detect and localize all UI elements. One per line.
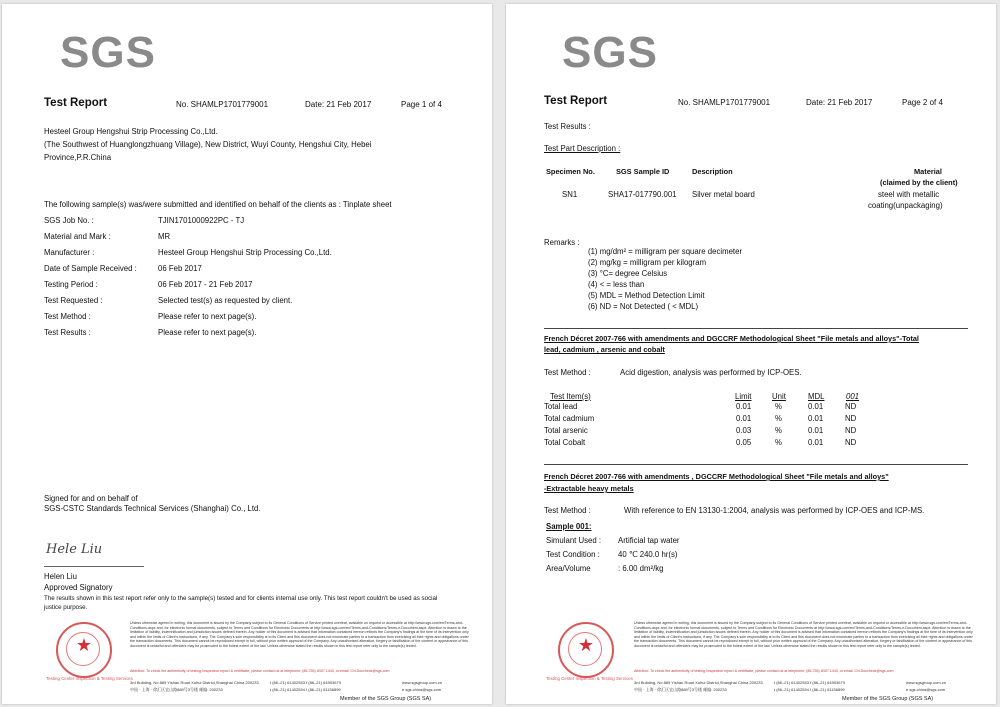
result-value: ND xyxy=(845,414,857,423)
field-value: Selected test(s) as requested by client. xyxy=(158,296,293,305)
page-number: Page 1 of 4 xyxy=(401,100,442,109)
website: www.sgsgroup.com.cn xyxy=(906,680,947,685)
test-results-label: Test Results : xyxy=(544,122,591,131)
specimen-material: coating(unpackaging) xyxy=(868,201,943,210)
page-number: Page 2 of 4 xyxy=(902,98,943,107)
field-value: MR xyxy=(158,232,171,241)
test-item: Total Cobalt xyxy=(544,438,586,447)
mdl-value: 0.01 xyxy=(808,402,824,411)
field-label: Date of Sample Received : xyxy=(44,264,137,273)
disclaimer: justice purpose. xyxy=(44,604,88,611)
client-name: Hesteel Group Hengshui Strip Processing Co.,Ltd. xyxy=(44,127,218,136)
col-specimen-no: Specimen No. xyxy=(546,167,595,176)
field-label: Testing Period : xyxy=(44,280,98,289)
sample-field-label: Test Condition : xyxy=(546,550,600,559)
remark-item: (3) °C= degree Celsius xyxy=(588,269,668,278)
report-date: Date: 21 Feb 2017 xyxy=(806,98,873,107)
signed-on-behalf: Signed for and on behalf of xyxy=(44,494,138,503)
sample-field-label: Area/Volume xyxy=(546,564,591,573)
result-value: ND xyxy=(845,402,857,411)
section2-title: French Décret 2007-766 with amendments , DGCCRF Methodological Sheet "File metals and alloys" xyxy=(544,472,889,481)
address-en: 3rd Building, No.889 Yishan Road Xuhui District,Shanghai China 200233 xyxy=(130,680,259,685)
test-method-text: With reference to EN 13130-1:2004, analysis was performed by ICP-OES and ICP-MS. xyxy=(624,506,925,515)
test-item: Total lead xyxy=(544,402,578,411)
field-value: Please refer to next page(s). xyxy=(158,328,257,337)
field-value: 06 Feb 2017 xyxy=(158,264,202,273)
specimen-no: SN1 xyxy=(562,190,578,199)
signer-title: Approved Signatory xyxy=(44,583,113,592)
address-cn: 中国 · 上海 · 徐汇区宜山路889号3号楼 邮编: 200233 xyxy=(130,687,223,692)
field-value: Hesteel Group Hengshui Strip Processing Co.,Ltd. xyxy=(158,248,332,257)
col-material: Material xyxy=(914,167,942,176)
report-title: Test Report xyxy=(44,97,108,109)
client-address-line: Province,P.R.China xyxy=(44,153,112,162)
sample-field-value: : 6.00 dm²/kg xyxy=(618,564,664,573)
handwritten-signature: Hele Liu xyxy=(46,542,103,557)
sample-field-label: Simulant Used : xyxy=(546,536,602,545)
remark-item: (1) mg/dm² = milligram per square decimeter xyxy=(588,247,743,256)
unit-value: % xyxy=(775,438,782,447)
col-limit: Limit xyxy=(735,392,752,401)
mdl-value: 0.01 xyxy=(808,438,824,447)
section1-title: French Décret 2007-766 with amendments and DGCCRF Methodological Sheet "File metals and alloys"-Total xyxy=(544,334,919,343)
col-result-001: 001 xyxy=(846,392,860,401)
website: www.sgsgroup.com.cn xyxy=(402,680,443,685)
test-method-text: Acid digestion, analysis was performed by ICP-OES. xyxy=(620,368,802,377)
sample-field-value: 40 ℃ 240.0 hr(s) xyxy=(618,550,678,559)
col-unit: Unit xyxy=(772,392,786,401)
field-label: Material and Mark : xyxy=(44,232,111,241)
phone-en: t (86–21) 61402553 f (86–21) 64953679 xyxy=(270,680,341,685)
disclaimer: The results shown in this test report refer only to the sample(s) tested and for clients internal use only. This test report couldn't be used as social xyxy=(44,595,438,602)
mdl-value: 0.01 xyxy=(808,426,824,435)
signing-company: SGS-CSTC Standards Technical Services (Shanghai) Co., Ltd. xyxy=(44,504,261,513)
field-label: Test Requested : xyxy=(44,296,103,305)
stamp-caption: Testing Center Inspection & Testing Services xyxy=(46,676,133,681)
col-mdl: MDL xyxy=(808,392,825,401)
result-value: ND xyxy=(845,438,857,447)
col-sgs-sample-id: SGS Sample ID xyxy=(616,167,670,176)
col-material-note: (claimed by the client) xyxy=(880,178,958,187)
remark-item: (4) < = less than xyxy=(588,280,645,289)
remark-item: (6) ND = Not Detected ( < MDL) xyxy=(588,302,699,311)
terms-text: Unless otherwise agreed in writing, this document is issued by the Company subject to its General Conditions of Service printed overleaf, available on request or accessible at http://www.sgs.com/en/Terms-and-Conditions.aspx and, for electronic format documents, subject to Terms and Conditions for Electronic Documents at http://www.sgs.com/en/Terms-and-Conditions/Terms-e-Document.aspx. Attention is drawn to the limitation of liability, indemnification and jurisdiction issues defined therein. Any holder of this document is advised that information contained hereon reflects the Company's findings at the time of its intervention only and within the limits of Client's instructions, if any. The Company's sole responsibility is to its Client and this document does not exonerate parties to a transaction from exercising all their rights and obligations under the transaction documents. This document cannot be reproduced except in full, without prior written approval of the Company. Any unauthorized alteration, forgery or falsification of the content or appearance of this document is unlawful and offenders may be prosecuted to the fullest extent of the law. Unless otherwise stated the results shown in this test report refer only to the sample(s) tested. xyxy=(634,621,973,648)
section2-title: -Extractable heavy metals xyxy=(544,484,634,493)
report-number: No. SHAMLP1701779001 xyxy=(678,98,771,107)
star-icon: ★ xyxy=(577,635,595,655)
test-item: Total arsenic xyxy=(544,426,588,435)
stamp-caption: Testing Center Inspection & Testing Services xyxy=(546,676,633,681)
member-note: Member of the SGS Group (SGS SA) xyxy=(340,696,432,702)
report-number: No. SHAMLP1701779001 xyxy=(176,100,269,109)
phone-en: t (86–21) 61402553 f (86–21) 64953679 xyxy=(774,680,845,685)
limit-value: 0.05 xyxy=(736,438,752,447)
sgs-sample-id: SHA17-017790.001 xyxy=(608,190,677,199)
specimen-material: steel with metallic xyxy=(878,190,940,199)
sample-field-value: Artificial tap water xyxy=(618,536,680,545)
test-method-label: Test Method : xyxy=(544,506,591,515)
member-note: Member of the SGS Group (SGS SA) xyxy=(842,696,934,702)
report-title: Test Report xyxy=(544,95,608,107)
client-address-line: (The Southwest of Huanglongzhuang Village), New District, Wuyi County, Hengshui City, Hebei xyxy=(44,140,372,149)
sgs-logo: SGS xyxy=(60,28,156,77)
test-method-label: Test Method : xyxy=(544,368,591,377)
field-value: TJIN1701000922PC - TJ xyxy=(158,216,245,225)
attention-text: Attention: To check the authenticity of testing /inspection report & certificate, please contact us at telephone: (86-755) 8307 1443, or email: CN.Doccheck@sgs.com xyxy=(130,669,390,673)
unit-value: % xyxy=(775,414,782,423)
email: e sgs.china@sgs.com xyxy=(906,687,946,692)
specimen-description: Silver metal board xyxy=(692,190,755,199)
field-value: Please refer to next page(s). xyxy=(158,312,257,321)
signer-name: Helen Liu xyxy=(44,572,77,581)
attention-text: Attention: To check the authenticity of testing /inspection report & certificate, please contact us at telephone: (86-755) 8307 1443, or email: CN.Doccheck@sgs.com xyxy=(634,669,894,673)
sgs-seal-stamp xyxy=(558,622,614,678)
unit-value: % xyxy=(775,402,782,411)
result-value: ND xyxy=(845,426,857,435)
col-description: Description xyxy=(692,167,733,176)
mdl-value: 0.01 xyxy=(808,414,824,423)
phone-cn: t (86–21) 61402594 f (86–21) 61156899 xyxy=(774,687,845,692)
sgs-logo: SGS xyxy=(562,28,658,77)
test-item: Total cadmium xyxy=(544,414,595,423)
field-label: Test Method : xyxy=(44,312,91,321)
sample-label: Sample 001: xyxy=(546,522,592,531)
field-label: SGS Job No. : xyxy=(44,216,94,225)
remark-item: (2) mg/kg = milligram per kilogram xyxy=(588,258,707,267)
terms-text: Unless otherwise agreed in writing, this document is issued by the Company subject to its General Conditions of Service printed overleaf, available on request or accessible at http://www.sgs.com/en/Terms-and-Conditions.aspx and, for electronic format documents, subject to Terms and Conditions for Electronic Documents at http://www.sgs.com/en/Terms-and-Conditions/Terms-e-Document.aspx. Attention is drawn to the limitation of liability, indemnification and jurisdiction issues defined therein. Any holder of this document is advised that information contained hereon reflects the Company's findings at the time of its intervention only and within the limits of Client's instructions, if any. The Company's sole responsibility is to its Client and this document does not exonerate parties to a transaction from exercising all their rights and obligations under the transaction documents. This document cannot be reproduced except in full, without prior written approval of the Company. Any unauthorized alteration, forgery or falsification of the content or appearance of this document is unlawful and offenders may be prosecuted to the fullest extent of the law. Unless otherwise stated the results shown in this test report refer only to the sample(s) tested. xyxy=(130,621,469,648)
report-page-1 xyxy=(2,4,492,704)
field-label: Manufacturer : xyxy=(44,248,95,257)
remark-item: (5) MDL = Method Detection Limit xyxy=(588,291,705,300)
report-date: Date: 21 Feb 2017 xyxy=(305,100,372,109)
col-test-item: Test Item(s) xyxy=(550,392,591,401)
field-value: 06 Feb 2017 - 21 Feb 2017 xyxy=(158,280,253,289)
section-divider xyxy=(544,464,968,465)
star-icon: ★ xyxy=(75,635,93,655)
signature-line xyxy=(44,566,144,567)
limit-value: 0.01 xyxy=(736,402,752,411)
unit-value: % xyxy=(775,426,782,435)
limit-value: 0.03 xyxy=(736,426,752,435)
phone-cn: t (86–21) 61402594 f (86–21) 61156899 xyxy=(270,687,341,692)
email: e sgs.china@sgs.com xyxy=(402,687,442,692)
address-cn: 中国 · 上海 · 徐汇区宜山路889号3号楼 邮编: 200233 xyxy=(634,687,727,692)
section-divider xyxy=(544,328,968,329)
field-label: Test Results : xyxy=(44,328,91,337)
report-page-2 xyxy=(506,4,996,704)
section1-title: lead, cadmium , arsenic and cobalt xyxy=(544,345,665,354)
remarks-label: Remarks : xyxy=(544,238,580,247)
sample-intro: The following sample(s) was/were submitted and identified on behalf of the clients as : Tinplate sheet xyxy=(44,200,392,209)
limit-value: 0.01 xyxy=(736,414,752,423)
address-en: 3rd Building, No.889 Yishan Road Xuhui District,Shanghai China 200233 xyxy=(634,680,763,685)
test-part-description: Test Part Description : xyxy=(544,144,621,153)
sgs-seal-stamp xyxy=(56,622,112,678)
